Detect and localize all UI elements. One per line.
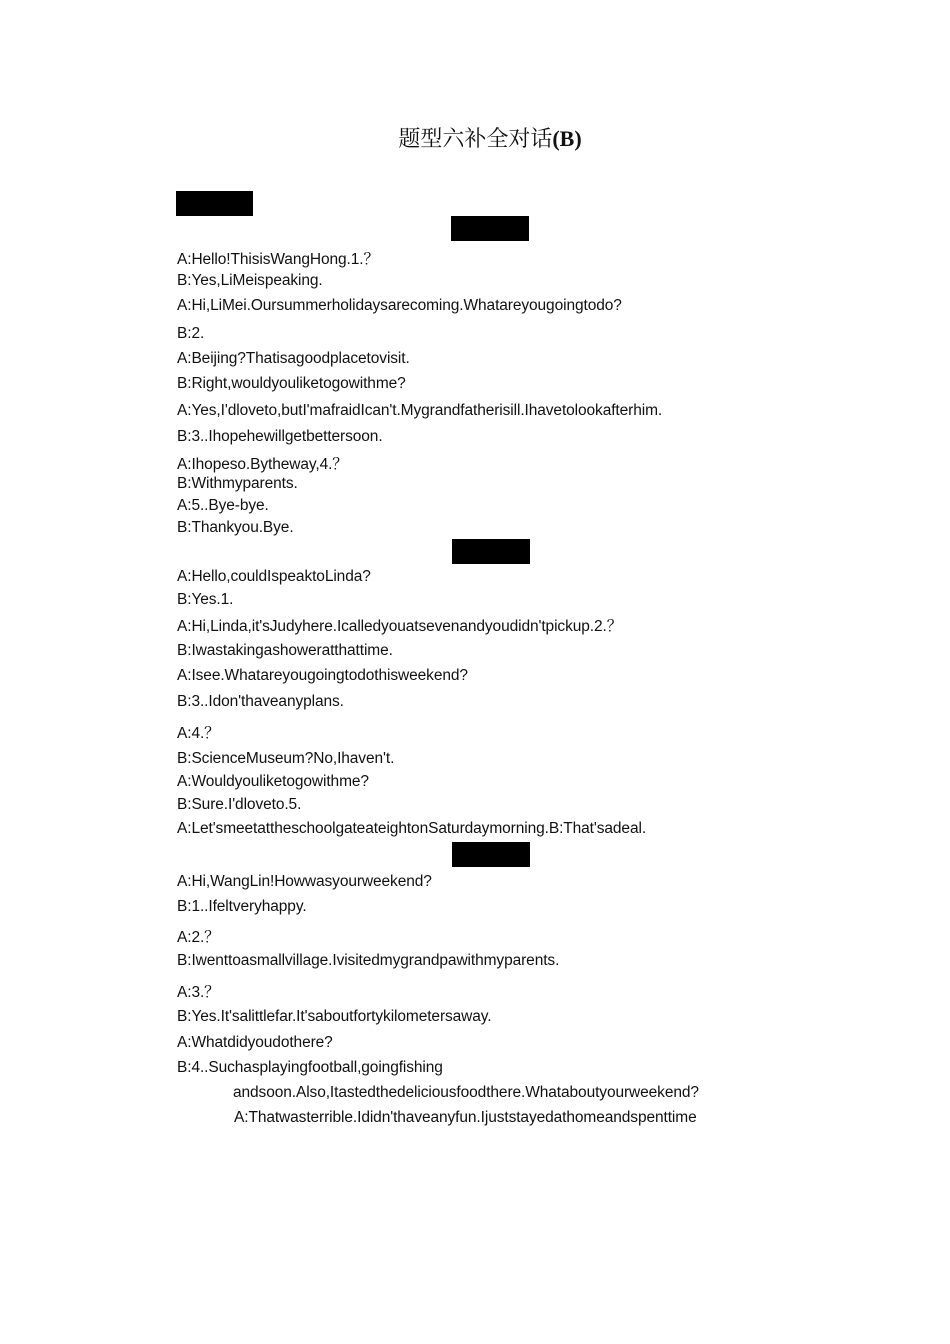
redacted-block-section-1	[451, 216, 529, 241]
dialogue-line: A:Beijing?Thatisagoodplacetovisit.	[177, 350, 410, 367]
dialogue-line: B:ScienceMuseum?No,Ihaven't.	[177, 750, 395, 767]
dialogue-line: A:Let'smeetattheschoolgateateightonSaturdaymorning.B:That'sadeal.	[177, 820, 647, 837]
dialogue-line: A:Isee.Whatareyougoingtodothisweekend?	[177, 667, 468, 684]
dialogue-line: B:Yes.1.	[177, 591, 234, 608]
dialogue-line: B:Right,wouldyouliketogowithme?	[177, 375, 406, 392]
dialogue-line: B:Sure.I'dloveto.5.	[177, 796, 302, 813]
redacted-block-header	[176, 191, 253, 216]
dialogue-line: A:Hello,couldIspeaktoLinda?	[177, 568, 371, 585]
dialogue-line: B:Iwenttoasmallvillage.Ivisitedmygrandpawithmyparents.	[177, 952, 560, 969]
dialogue-line: A:Yes,I'dloveto,butI'mafraidIcan't.Mygrandfatherisill.Ihavetolookafterhim.	[177, 402, 663, 419]
dialogue-line: B:Yes.It'salittlefar.It'saboutfortykilometersaway.	[177, 1008, 492, 1025]
dialogue-line: A:Whatdidyoudothere?	[177, 1034, 333, 1051]
dialogue-line: A:Thatwasterrible.Ididn'thaveanyfun.Ijuststayedathomeandspenttime	[234, 1109, 697, 1126]
dialogue-line: B:3..Ihopehewillgetbettersoon.	[177, 428, 383, 445]
dialogue-line: A:Hi,WangLin!Howwasyourweekend?	[177, 873, 432, 890]
dialogue-line-continued: andsoon.Also,Itastedthedeliciousfoodthere.Whataboutyourweekend?	[233, 1084, 699, 1101]
dialogue-line: B:Iwastakingashoweratthattime.	[177, 642, 393, 659]
page-title: 题型六补全对话(B)	[398, 126, 582, 152]
dialogue-line: A:4.？	[177, 725, 220, 742]
dialogue-line: A:Hi,Linda,it'sJudyhere.Icalledyouatsevenandyoudidn'tpickup.2.？	[177, 618, 623, 635]
redacted-block-section-3	[452, 842, 530, 867]
dialogue-line: B:Thankyou.Bye.	[177, 519, 294, 536]
dialogue-line: A:Hello!ThisisWangHong.1.？	[177, 251, 379, 268]
dialogue-line: A:Ihopeso.Bytheway,4.？	[177, 456, 348, 473]
dialogue-line: A:3.？	[177, 984, 220, 1001]
dialogue-line: B:4..Suchasplayingfootball,goingfishing	[177, 1059, 443, 1076]
dialogue-line: B:3..Idon'thaveanyplans.	[177, 693, 344, 710]
dialogue-line: B:Yes,LiMeispeaking.	[177, 272, 323, 289]
dialogue-line: A:Hi,LiMei.Oursummerholidaysarecoming.Whatareyougoingtodo?	[177, 297, 622, 314]
dialogue-line: B:Withmyparents.	[177, 475, 298, 492]
redacted-block-section-2	[452, 539, 530, 564]
dialogue-line: B:1..Ifeltveryhappy.	[177, 898, 307, 915]
dialogue-line: A:5..Bye-bye.	[177, 497, 269, 514]
dialogue-line: A:Wouldyouliketogowithme?	[177, 773, 369, 790]
dialogue-line: A:2.？	[177, 929, 220, 946]
dialogue-line: B:2.	[177, 325, 205, 342]
